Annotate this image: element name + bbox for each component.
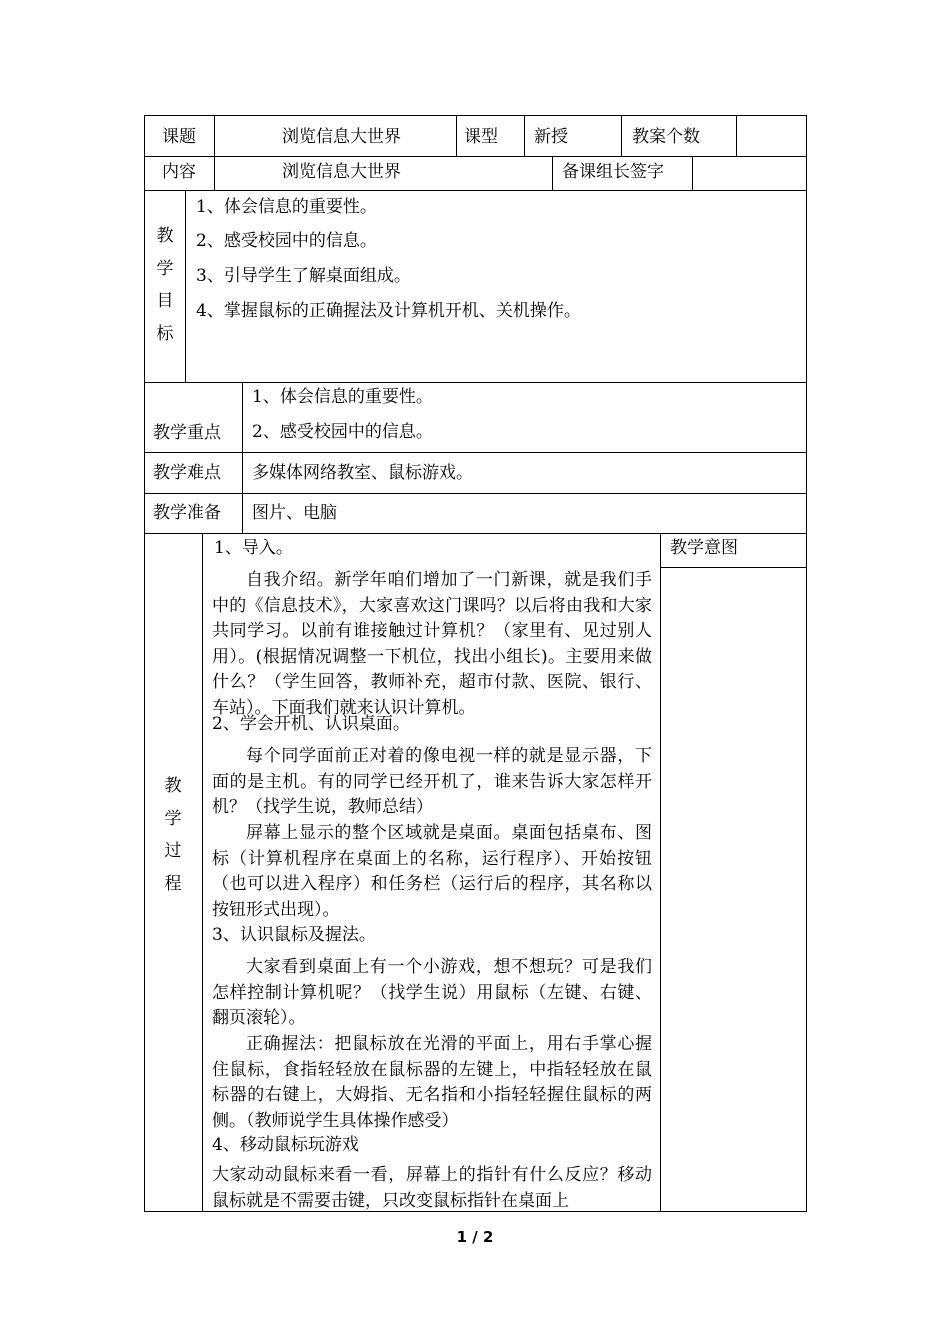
page-number: 1 / 2 bbox=[456, 1228, 494, 1246]
objective-item: 4、掌握鼠标的正确握法及计算机开机、关机操作。 bbox=[196, 301, 581, 321]
group-leader-signature-label: 备课组长签字 bbox=[562, 162, 664, 182]
objective-item: 3、引导学生了解桌面组成。 bbox=[196, 266, 411, 286]
section-paragraph: 大家动动鼠标来看一看，屏幕上的指针有什么反应？移动鼠标就是不需要击键，只改变鼠标指针在桌面上 bbox=[212, 1165, 652, 1211]
key-point-item: 2、感受校园中的信息。 bbox=[252, 422, 433, 442]
col-divider bbox=[202, 533, 203, 1212]
col-divider bbox=[214, 115, 215, 156]
topic-value: 浏览信息大世界 bbox=[282, 127, 401, 147]
col-divider bbox=[736, 115, 737, 156]
col-divider bbox=[692, 156, 693, 190]
key-point-item: 1、体会信息的重要性。 bbox=[252, 387, 433, 407]
col-divider bbox=[456, 115, 457, 156]
section-heading: 2、学会开机、认识桌面。 bbox=[212, 714, 410, 734]
content-label: 内容 bbox=[162, 162, 196, 182]
lesson-type-value: 新授 bbox=[534, 127, 568, 147]
row-divider bbox=[144, 382, 807, 383]
section-heading: 4、移动鼠标玩游戏 bbox=[212, 1135, 359, 1155]
section-paragraph: 屏幕上显示的整个区域就是桌面。桌面包括桌布、图标（计算机程序在桌面上的名称，运行程序）、开始按钮（也可以进入程序）和任务栏（运行后的程序，其名称以按钮形式出现）。 bbox=[212, 823, 652, 920]
col-divider bbox=[524, 115, 525, 156]
section-paragraph: 正确握法：把鼠标放在光滑的平面上，用右手掌心握住鼠标，食指轻轻放在鼠标器的左键上，中指轻轻放在鼠标器的右键上，大姆指、无名指和小指轻轻握住鼠标的两侧。（教师说学生具体操作感受） bbox=[212, 1034, 652, 1131]
topic-label: 课题 bbox=[162, 127, 196, 147]
row-divider bbox=[144, 452, 807, 453]
row-divider bbox=[660, 567, 807, 568]
plan-count-label: 教案个数 bbox=[632, 127, 700, 147]
objective-item: 2、感受校园中的信息。 bbox=[196, 231, 377, 251]
process-label: 教学过程 bbox=[164, 776, 182, 894]
preparation-value: 图片、电脑 bbox=[252, 503, 337, 523]
col-divider bbox=[552, 156, 553, 190]
section-heading: 3、认识鼠标及握法。 bbox=[212, 925, 376, 945]
row-divider bbox=[144, 190, 807, 191]
col-divider bbox=[660, 533, 661, 1212]
objective-item: 1、体会信息的重要性。 bbox=[196, 197, 377, 217]
col-divider bbox=[214, 156, 215, 190]
row-divider bbox=[144, 493, 807, 494]
objectives-label: 教学目标 bbox=[156, 226, 174, 344]
row-divider bbox=[144, 533, 807, 534]
section-paragraph: 大家看到桌面上有一个小游戏，想不想玩？可是我们怎样控制计算机呢？（找学生说）用鼠标（左键、右键、翻页滚轮）。 bbox=[212, 957, 652, 1028]
teaching-intent-label: 教学意图 bbox=[670, 538, 738, 558]
row-divider bbox=[144, 156, 807, 157]
section-paragraph: 自我介绍。新学年咱们增加了一门新课，就是我们手中的《信息技术》，大家喜欢这门课吗？以后将由我和大家共同学习。以前有谁接触过计算机？（家里有、见过别人用）。(根据情况调整一下机位，找出小组长)。主要用来做什么？（学生回答，教师补充，超市付款、医院、银行、车站）。下面我们就来认识计算机。 bbox=[212, 570, 652, 718]
key-points-label: 教学重点 bbox=[153, 423, 221, 443]
col-divider bbox=[242, 382, 243, 533]
section-heading: 1、导入。 bbox=[214, 538, 293, 558]
difficulties-value: 多媒体网络教室、鼠标游戏。 bbox=[252, 463, 473, 483]
col-divider bbox=[621, 115, 622, 156]
content-value: 浏览信息大世界 bbox=[282, 162, 401, 182]
preparation-label: 教学准备 bbox=[153, 503, 221, 523]
col-divider bbox=[185, 190, 186, 382]
difficulties-label: 教学难点 bbox=[153, 463, 221, 483]
lesson-type-label: 课型 bbox=[464, 127, 498, 147]
section-paragraph: 每个同学面前正对着的像电视一样的就是显示器，下面的是主机。有的同学已经开机了，谁来告诉大家怎样开机？（找学生说，教师总结） bbox=[212, 746, 652, 817]
